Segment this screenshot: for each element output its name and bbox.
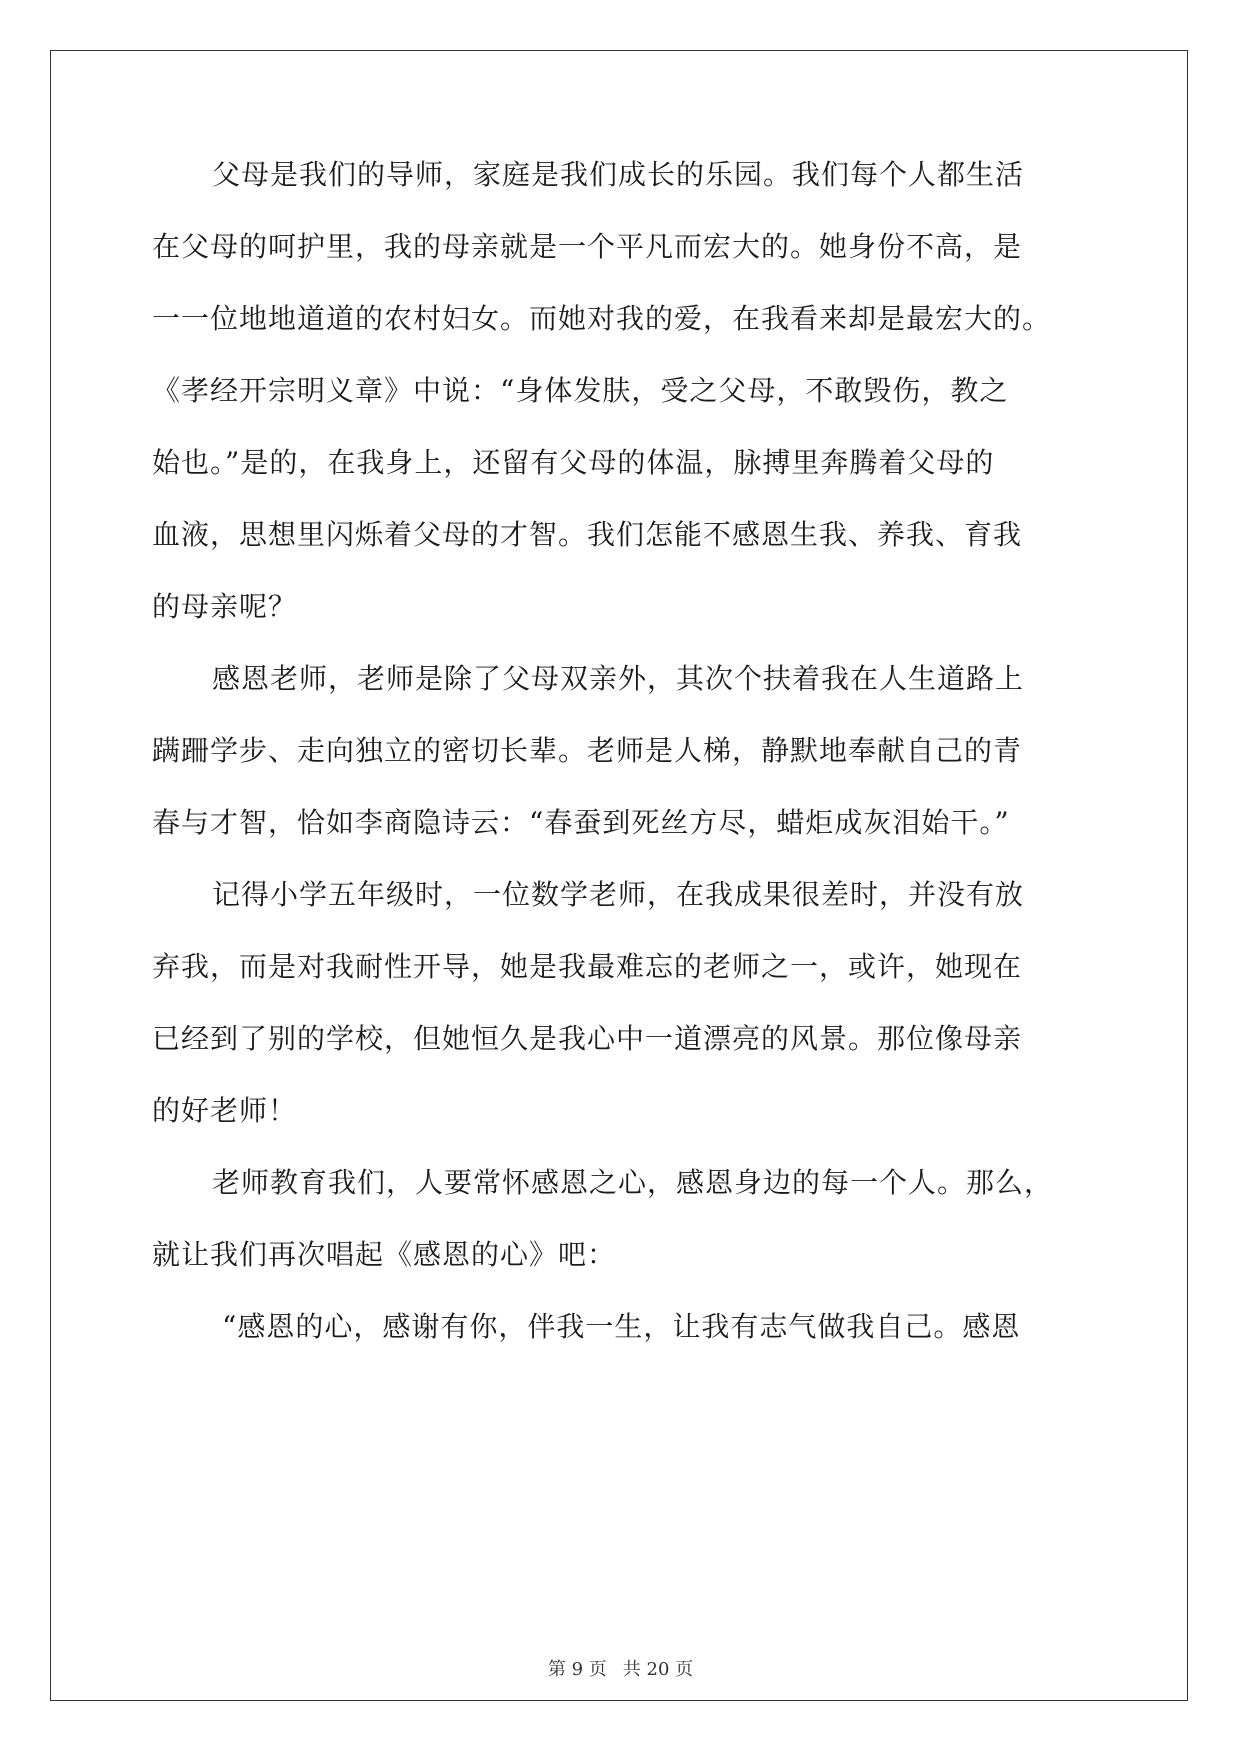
paragraph-line: 已经到了别的学校，但她恒久是我心中一道漂亮的风景。那位像母亲 — [152, 1022, 1023, 1055]
page-footer — [0, 1655, 1241, 1681]
paragraph-line: 就让我们再次唱起《感恩的心》吧： — [152, 1238, 617, 1271]
paragraph-line: “感恩的心，感谢有你，伴我一生，让我有志气做我自己。感恩 — [222, 1310, 1021, 1343]
paragraph-line: 的好老师！ — [152, 1094, 298, 1127]
paragraph-line: 父母是我们的导师，家庭是我们成长的乐园。我们每个人都生活 — [212, 158, 1025, 191]
paragraph-line: 老师教育我们，人要常怀感恩之心，感恩身边的每一个人。那么， — [212, 1166, 1054, 1199]
paragraph-line: 蹒跚学步、走向独立的密切长辈。老师是人梯，静默地奉献自己的青 — [152, 734, 1023, 767]
paragraph-line: 在父母的呵护里，我的母亲就是一个平凡而宏大的。她身份不高，是 — [152, 230, 1023, 263]
paragraph-line: 的母亲呢？ — [152, 590, 298, 623]
paragraph-line: 记得小学五年级时，一位数学老师，在我成果很差时，并没有放 — [212, 878, 1025, 911]
paragraph-line: 始也。”是的，在我身上，还留有父母的体温，脉搏里奔腾着父母的 — [152, 446, 995, 479]
paragraph-line: 弃我，而是对我耐性开导，她是我最难忘的老师之一，或许，她现在 — [152, 950, 1023, 983]
paragraph-line: 一一位地地道道的农村妇女。而她对我的爱，在我看来却是最宏大的。 — [152, 302, 1052, 335]
paragraph-line: 春与才智，恰如李商隐诗云：“春蚕到死丝方尽，蜡炬成灰泪始干。” — [152, 806, 1010, 839]
paragraph-line: 《孝经开宗明义章》中说：“身体发肤，受之父母，不敢毁伤，教之 — [152, 374, 1009, 407]
page-number: 第 9 页 — [547, 1659, 607, 1680]
paragraph-line: 血液，思想里闪烁着父母的才智。我们怎能不感恩生我、养我、育我 — [152, 518, 1023, 551]
paragraph-line: 感恩老师，老师是除了父母双亲外，其次个扶着我在人生道路上 — [212, 662, 1025, 695]
page-total: 共 20 页 — [622, 1659, 694, 1680]
